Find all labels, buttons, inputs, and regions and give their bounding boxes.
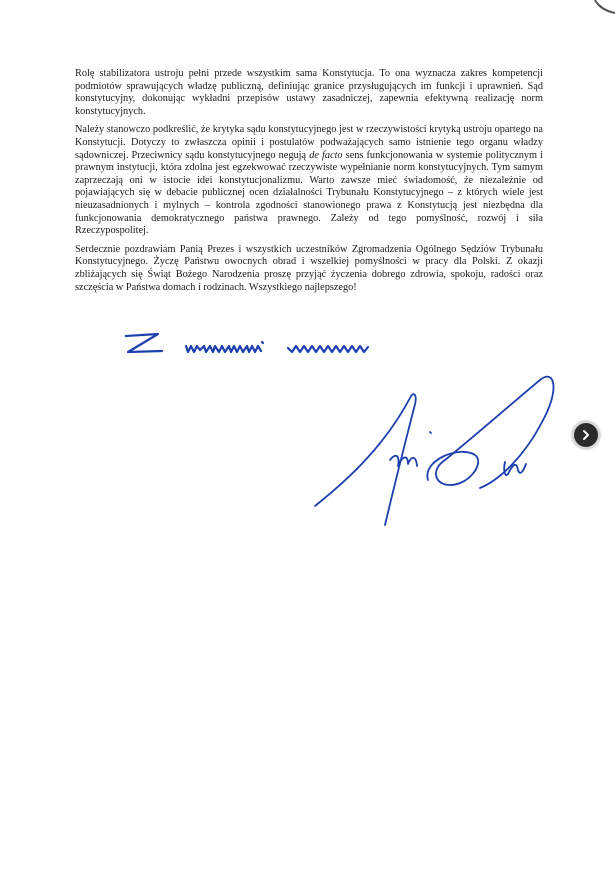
next-page-button[interactable]: [572, 421, 600, 449]
paragraph-3: Serdecznie pozdrawiam Panią Prezes i wszystkich uczestników Zgromadzenia Ogólnego Sędziów Trybunału Konstytucyjnego. Życzę Państwu owocnych obrad i wszelkiej pomyślności w pracy dla Polski. Z okazji zbliżających się Świąt Bożego Narodzenia proszę przyjąć życzenia dobrego zdrowia, spokoju, radości oraz szczęścia w Państwa domach i rodzinach. Wszystkiego najlepszego!: [75, 243, 543, 293]
signature: [310, 360, 560, 530]
corner-mark-icon: [590, 0, 615, 14]
paragraph-2-italic: de facto: [309, 149, 343, 161]
letter-body: [75, 68, 543, 300]
paragraph-2: [75, 124, 543, 237]
signature-ink: [310, 360, 560, 530]
paragraph-2-part-b: sens funkcjonowania w systemie politycznym i prawnym instytucji, która zdolna jest egzekwować rzeczywiste wypełnianie norm konstytucyjnych. Tym samym zaprzeczają oni w istocie idei konstytucjonalizmu. Warto zawsze mieć świadomość, że niezależnie od pojawiających się w debacie publicznej ocen działalności Trybunału Konstytucyjnego – z których wiele jest nieuzasadnionych i mylnych – kontrola zgodności stanowionego prawa z Konstytucją jest niezbędna dla funkcjonowania demokratycznego państwa prawnego. Zależy od tego pomyślność, rozwój i siła Rzeczypospolitej.: [75, 149, 543, 237]
paragraph-1: Rolę stabilizatora ustroju pełni przede wszystkim sama Konstytucja. To ona wyznacza zakres kompetencji podmiotów sprawujących władzę publiczną, definiując granice przysługujących im funkcji i uprawnień. Sąd konstytucyjny, dokonując wykładni przepisów ustawy zasadniczej, zapewnia efektywną realizację norm konstytucyjnych.: [75, 68, 543, 117]
paragraph-2-part-a: Należy stanowczo podkreślić, że krytyka sądu konstytucyjnego jest w rzeczywistości krytyką ustroju opartego na Konstytucji. Dotyczy to zwłaszcza opinii i postulatów podważających samo istnienie tego organu władzy sądowniczej. Przeciwnicy sądu konstytucyjnego negują: [75, 124, 543, 161]
chevron-right-icon: [579, 428, 593, 442]
